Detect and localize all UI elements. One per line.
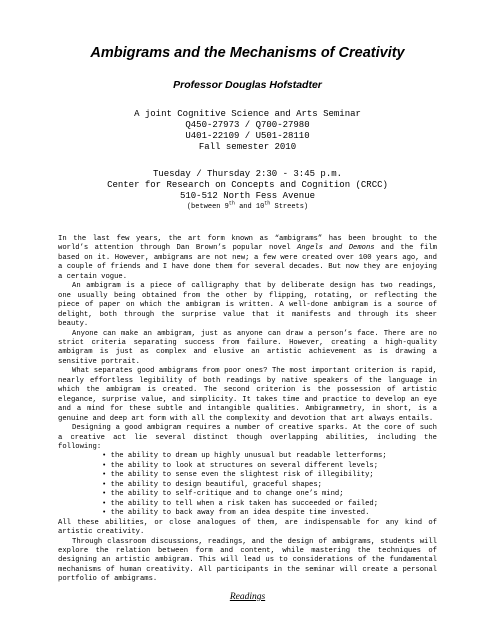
paragraph: An ambigram is a piece of calligraphy that by deliberate design has two readings, one usually being obtained from the other by flipping, rotating, or reflecting the piece of paper on which the ambigram is written. A well-done ambigram is a source of delight, both through the surprise value that it manifests and through its sheer beauty. — [58, 282, 437, 329]
paragraph: What separates good ambigrams from poor ones? The most important criterion is rapid, nearly effortless legibility of both readings by native speakers of the language in which the ambigram is created. The second criterion is the possession of artistic elegance, surprise value, and simplicity. It takes time and practice to develop an eye and a mind for these subtle and intangible qualities. Ambigrammetry, in short, is a genuine and deep art form with all the complexity and devotion that art always entails. — [58, 367, 437, 423]
time-line: Tuesday / Thursday 2:30 - 3:45 p.m. — [152, 169, 343, 179]
paragraph — [58, 235, 437, 282]
semester-line: Fall semester 2010 — [198, 142, 297, 152]
page-title: Ambigrams and the Mechanisms of Creativity — [90, 45, 405, 61]
paragraph-text: In the last few years, the art form known as “ambigrams” has been brought to the world’s attention through Dan Brown’s popular novel — [58, 235, 437, 253]
bullet-item: • the ability to design beautiful, graceful shapes; — [58, 481, 437, 490]
paragraph-text: and the film based on it. However, ambigrams are not new; a few were created over 100 years ago, and a couple of friends and I have done them for several decades. But now they are enjoying a certain vogue. — [58, 244, 437, 281]
paragraph: Through classroom discussions, readings, and the design of ambigrams, students will explore the relation between form and content, while mastering the techniques of designing an artistic ambigram. This will lead us to considerations of the fundamental mechanisms of human creativity. All participants in the seminar will create a personal portfolio of ambigrams. — [58, 537, 437, 584]
ordinal-suffix: th — [264, 200, 271, 207]
bullet-item: • the ability to look at structures on several different levels; — [58, 462, 437, 471]
course-codes-2: U401-22109 / U501-28110 — [185, 131, 310, 141]
seminar-info — [58, 109, 437, 153]
seminar-line: A joint Cognitive Science and Arts Seminar — [134, 109, 361, 119]
cross-streets-end: Streets) — [270, 203, 309, 211]
paragraph: Designing a good ambigram requires a number of creative sparks. At the core of such a creative act lie several distinct though overlapping abilities, including the following: — [58, 424, 437, 451]
bullet-item: • the ability to dream up highly unusual but readable letterforms; — [102, 452, 387, 461]
readings-heading: Readings — [229, 591, 266, 602]
course-codes-1: Q450-27973 / Q700-27980 — [185, 120, 310, 130]
bullet-item: • the ability to sense even the slightest risk of illegibility; — [58, 471, 437, 480]
bullet-text: the ability to dream up highly unusual but readable letterforms; — [110, 452, 387, 461]
paragraph: All these abilities, or close analogues of them, are indispensable for any kind of artistic creativity. — [58, 518, 437, 537]
center-line: Center for Research on Concepts and Cognition (CRCC) — [107, 180, 388, 190]
bullet-item: • the ability to back away from an idea despite time invested. — [58, 509, 437, 518]
course-description — [58, 235, 437, 585]
ordinal-suffix: th — [228, 200, 235, 207]
book-title: Angels and Demons — [297, 244, 375, 253]
author-name: Professor Douglas Hofstadter — [173, 79, 322, 91]
address-line: 510-512 North Fess Avenue — [179, 191, 316, 201]
cross-streets-middle: and 10 — [234, 203, 265, 211]
bullet-item: • the ability to self-critique and to change one’s mind; — [58, 490, 437, 499]
paragraph: Anyone can make an ambigram, just as anyone can draw a person’s face. There are no strict criteria separating success from failure. However, creating a high-quality ambigram is just as complex and elusive an artistic achievement as is drawing a sensitive portrait. — [58, 329, 437, 366]
bullet-item: • the ability to tell when a risk taken has succeeded or failed; — [58, 500, 437, 509]
cross-streets — [58, 202, 437, 213]
schedule-info — [58, 169, 437, 213]
cross-streets-start: (between 9 — [186, 203, 229, 211]
